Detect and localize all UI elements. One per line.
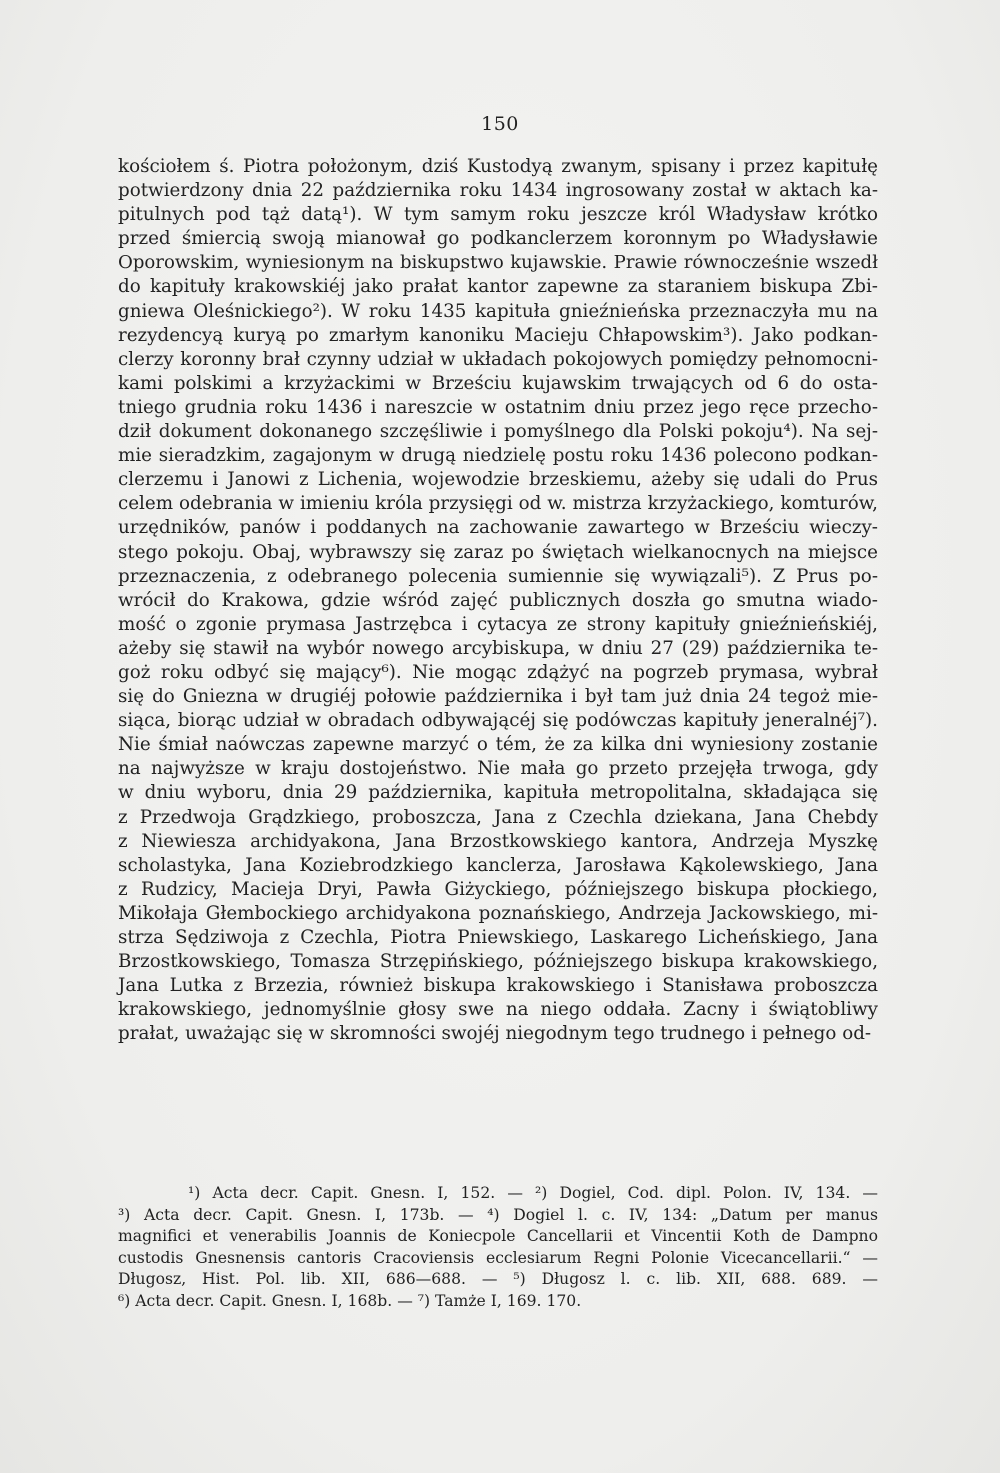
text-line: stego pokoju. Obaj, wybrawszy się zaraz po świętach wielkanocnych na miejsce — [118, 541, 878, 563]
text-line: pitulnych pod tąż datą¹). W tym samym roku jeszcze król Władysław krótko — [118, 204, 878, 226]
text-line: z Niewiesza archidyakona, Jana Brzostkowskiego kantora, Andrzeja Myszkę — [118, 830, 878, 852]
footnote-line: magnifici et venerabilis Joannis de Koniecpole Cancellarii et Vincentii Koth de Dampno — [118, 1227, 878, 1246]
text-line: do kapituły krakowskiéj jako prałat kantor zapewne za staraniem biskupa Zbi- — [118, 276, 878, 298]
text-line: z Przedwoja Grądzkiego, proboszcza, Jana z Czechla dziekana, Jana Chebdy — [118, 806, 878, 828]
text-line: ażeby się stawił na wybór nowego arcybiskupa, w dniu 27 (29) października te- — [118, 637, 878, 659]
text-line: mość o zgonie prymasa Jastrzębca i cytacya ze strony kapituły gnieźnieńskiéj, — [118, 613, 878, 635]
text-line: dził dokument dokonanego szczęśliwie i pomyślnego dla Polski pokoju⁴). Na sej- — [118, 421, 878, 443]
text-line: tniego grudnia roku 1436 i nareszcie w ostatnim dniu przez jego ręce przecho- — [118, 396, 878, 418]
text-line: potwierdzony dnia 22 października roku 1434 ingrosowany został w aktach ka- — [118, 180, 878, 202]
text-line: clerzemu i Janowi z Lichenia, wojewodzie brzeskiemu, ażeby się udali do Prus — [118, 469, 878, 491]
footnote-line: Długosz, Hist. Pol. lib. XII, 686—688. — ⁵) Długosz l. c. lib. XII, 688. 689. — — [118, 1270, 878, 1289]
text-line: urzędników, panów i poddanych na zachowanie zawartego w Brześciu wieczy- — [118, 517, 878, 539]
text-line: przeznaczenia, z odebranego polecenia sumiennie się wywiązali⁵). Z Prus po- — [118, 565, 878, 587]
page-number: 150 — [481, 113, 519, 135]
text-line: Nie śmiał naówczas zapewne marzyć o tém, że za kilka dni wyniesiony zostanie — [118, 734, 878, 756]
text-line: Mikołaja Głembockiego archidyakona poznańskiego, Andrzeja Jackowskiego, mi- — [118, 902, 878, 924]
text-line: celem odebrania w imieniu króla przysięgi od w. mistrza krzyżackiego, komturów, — [118, 493, 878, 515]
text-line: w dniu wyboru, dnia 29 października, kapituła metropolitalna, składająca się — [118, 782, 878, 804]
footnotes — [118, 1183, 878, 1313]
text-line: się do Gniezna w drugiéj połowie października i był tam już dnia 24 tegoż mie- — [118, 686, 878, 708]
text-line: przed śmiercią swoją mianował go podkanclerzem koronnym po Władysławie — [118, 228, 878, 250]
text-line: z Rudzicy, Macieja Dryi, Pawła Giżyckiego, późniejszego biskupa płockiego, — [118, 878, 878, 900]
text-line: Oporowskim, wyniesionym na biskupstwo kujawskie. Prawie równocześnie wszedł — [118, 252, 878, 274]
footnote-line: custodis Gnesnensis cantoris Cracoviensis ecclesiarum Regni Polonie Vicecancellarii.“ — — [118, 1248, 878, 1267]
text-line: goż roku odbyć się mający⁶). Nie mogąc zdążyć na pogrzeb prymasa, wybrał — [118, 661, 878, 683]
text-line: Brzostkowskiego, Tomasza Strzępińskiego, późniejszego biskupa krakowskiego, — [118, 951, 878, 973]
text-line: krakowskiego, jednomyślnie głosy swe na niego oddała. Zacny i świątobliwy — [118, 999, 878, 1021]
main-text — [118, 155, 878, 1046]
text-line: strza Sędziwoja z Czechla, Piotra Pniewskiego, Laskarego Licheńskiego, Jana — [118, 927, 878, 948]
footnote-line: ¹) Acta decr. Capit. Gnesn. I, 152. — ²) Dogiel, Cod. dipl. Polon. IV, 134. — — [188, 1184, 878, 1202]
text-line: Jana Lutka z Brzezia, również biskupa krakowskiego i Stanisława proboszcza — [118, 975, 878, 997]
text-line: kami polskimi a krzyżackimi w Brześciu kujawskim trwających od 6 do osta- — [118, 372, 878, 394]
footnote-line: ⁶) Acta decr. Capit. Gnesn. I, 168b. — ⁷) Tamże I, 169. 170. — [118, 1291, 582, 1310]
text-line: kościołem ś. Piotra położonym, dziś Kustodyą zwanym, spisany i przez kapitułę — [118, 156, 878, 177]
text-line: scholastyka, Jana Koziebrodzkiego kanclerza, Jarosława Kąkolewskiego, Jana — [118, 854, 878, 876]
text-line: wrócił do Krakowa, gdzie wśród zajęć publicznych doszła go smutna wiado- — [118, 589, 878, 611]
text-line: prałat, uważając się w skromności swojéj niegodnym tego trudnego i pełnego od- — [118, 1023, 872, 1045]
text-line: gniewa Oleśnickiego²). W roku 1435 kapituła gnieźnieńska przeznaczyła mu na — [118, 300, 878, 322]
text-line: siąca, biorąc udział w obradach odbywającéj się podówczas kapituły jeneralnéj⁷). — [118, 710, 878, 732]
text-line: rezydencyą kuryą po zmarłym kanoniku Macieju Chłapowskim³). Jako podkan- — [118, 324, 878, 346]
text-line: clerzy koronny brał czynny udział w układach pokojowych pomiędzy pełnomocni- — [118, 348, 878, 370]
footnote-line: ³) Acta decr. Capit. Gnesn. I, 173b. — ⁴) Dogiel l. c. IV, 134: „Datum per manus — [118, 1205, 878, 1224]
text-line: mie sieradzkim, zagajonym w drugą niedzielę postu roku 1436 polecono podkan- — [118, 445, 878, 467]
text-line: na najwyższe w kraju dostojeństwo. Nie mała go przeto przejęła trwoga, gdy — [118, 758, 878, 780]
